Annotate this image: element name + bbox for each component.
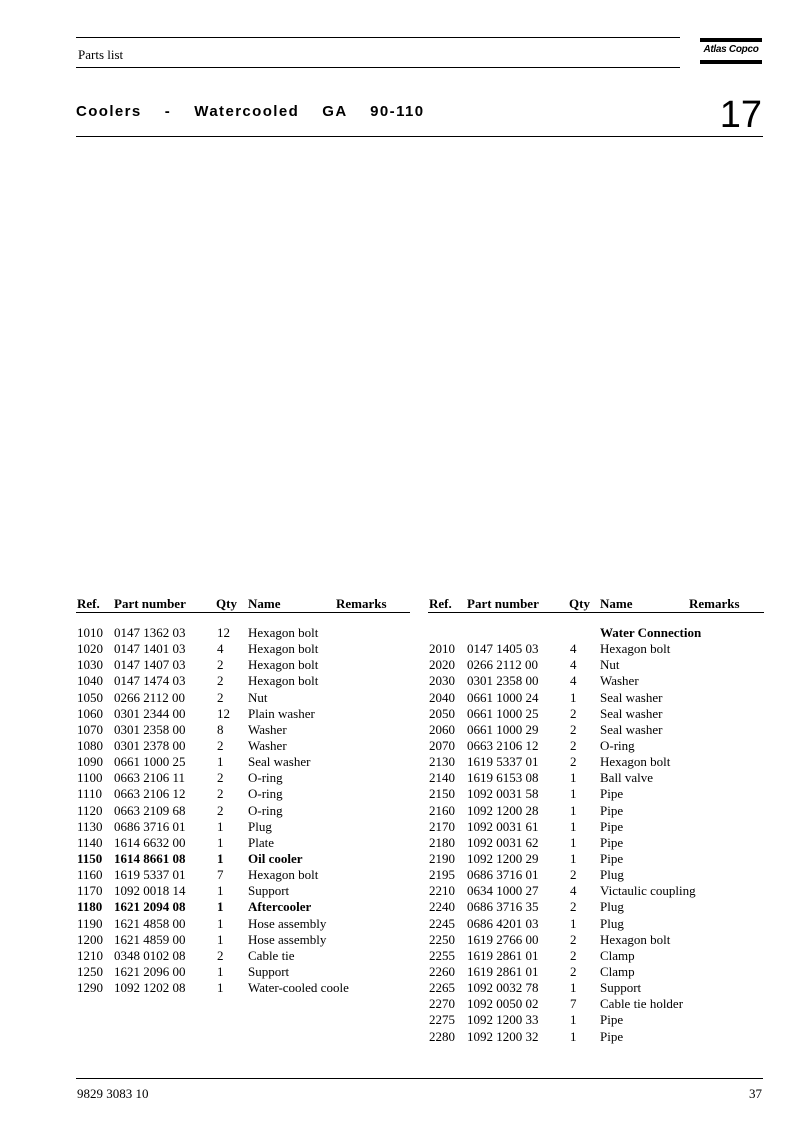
name-cell: Aftercooler xyxy=(248,899,312,915)
name-cell: Support xyxy=(600,980,642,996)
table-row xyxy=(77,916,397,932)
qty-cell: 1 xyxy=(570,980,577,996)
ref-cell: 2140 xyxy=(429,770,455,786)
left-col-name: Name xyxy=(248,596,281,611)
part-number-cell: 0266 2112 00 xyxy=(114,689,186,705)
table-row xyxy=(429,641,769,657)
right-col-ref: Ref. xyxy=(429,596,452,611)
name-cell: O-ring xyxy=(600,737,635,753)
qty-cell: 1 xyxy=(217,899,224,915)
right-col-part-number: Part number xyxy=(467,596,539,611)
name-cell: Plug xyxy=(600,899,624,915)
part-number-cell: 0686 3716 35 xyxy=(467,899,539,915)
qty-cell: 1 xyxy=(217,963,224,979)
qty-cell: 1 xyxy=(570,1028,577,1044)
part-number-cell: 1614 6632 00 xyxy=(114,834,186,850)
part-number-cell: 0634 1000 27 xyxy=(467,883,539,899)
table-row xyxy=(77,673,397,689)
part-number-cell: 1092 0031 62 xyxy=(467,834,539,850)
table-row xyxy=(77,948,397,964)
table-row xyxy=(429,916,769,932)
qty-cell: 1 xyxy=(217,915,224,931)
header-bottom-rule xyxy=(76,67,680,68)
right-col-name: Name xyxy=(600,596,633,611)
part-number-cell: 1092 0050 02 xyxy=(467,996,539,1012)
name-cell: Plug xyxy=(600,867,624,883)
name-cell: Hexagon bolt xyxy=(248,625,319,640)
table-row xyxy=(77,867,397,883)
name-cell: Hexagon bolt xyxy=(248,673,319,689)
table-row xyxy=(429,899,769,915)
ref-cell: 2240 xyxy=(429,899,455,915)
name-cell: Plug xyxy=(600,915,624,931)
qty-cell: 2 xyxy=(217,947,224,963)
ref-cell: 1210 xyxy=(77,947,103,963)
table-row xyxy=(429,851,769,867)
part-number-cell: 1092 0031 58 xyxy=(467,786,539,802)
ref-cell: 1040 xyxy=(77,673,103,689)
right-parts-table xyxy=(429,625,769,1045)
table-row xyxy=(77,641,397,657)
ref-cell: 1200 xyxy=(77,931,103,947)
ref-cell: 1080 xyxy=(77,737,103,753)
table-row xyxy=(429,803,769,819)
page-number: 37 xyxy=(749,1086,762,1101)
name-cell: Support xyxy=(248,883,290,899)
part-number-cell: 0348 0102 08 xyxy=(114,947,186,963)
name-cell: Seal washer xyxy=(248,754,311,770)
table-row xyxy=(429,883,769,899)
qty-cell: 1 xyxy=(217,850,224,866)
ref-cell: 2260 xyxy=(429,963,455,979)
part-number-cell: 0661 1000 29 xyxy=(467,721,539,737)
qty-cell: 1 xyxy=(570,1012,577,1028)
part-number-cell: 1092 1200 28 xyxy=(467,802,539,818)
left-col-part-number: Part number xyxy=(114,596,186,611)
part-number-cell: 0686 3716 01 xyxy=(467,867,539,883)
table-row xyxy=(77,625,397,641)
name-cell: Ball valve xyxy=(600,770,654,786)
table-row xyxy=(429,673,769,689)
ref-cell: 1120 xyxy=(77,802,103,818)
logo-top-bar xyxy=(700,38,762,42)
left-col-ref: Ref. xyxy=(77,596,100,611)
name-cell: Hexagon bolt xyxy=(248,641,319,657)
table-row xyxy=(429,932,769,948)
footer-rule xyxy=(76,1078,763,1079)
ref-cell: 2060 xyxy=(429,721,455,737)
table-row xyxy=(77,819,397,835)
ref-cell: 2250 xyxy=(429,931,455,947)
name-cell: Nut xyxy=(600,657,620,673)
name-cell: Plain washer xyxy=(248,705,315,721)
name-cell: Washer xyxy=(248,721,287,737)
name-cell: Pipe xyxy=(600,1028,624,1044)
table-row xyxy=(77,964,397,980)
qty-cell: 2 xyxy=(570,737,577,753)
logo-bottom-bar xyxy=(700,60,762,64)
ref-cell: 2070 xyxy=(429,737,455,753)
table-row xyxy=(77,932,397,948)
table-row xyxy=(429,835,769,851)
name-cell: Hexagon bolt xyxy=(600,931,671,947)
name-cell: O-ring xyxy=(248,802,283,818)
part-number-cell: 0661 1000 25 xyxy=(467,705,539,721)
qty-cell: 1 xyxy=(217,883,224,899)
table-row xyxy=(429,996,769,1012)
name-cell: Hexagon bolt xyxy=(600,754,671,770)
ref-cell: 2265 xyxy=(429,980,455,996)
part-number-cell: 1621 4859 00 xyxy=(114,931,186,947)
qty-cell: 2 xyxy=(570,867,577,883)
right-col-qty: Qty xyxy=(569,596,590,611)
name-cell: Pipe xyxy=(600,1012,624,1028)
qty-cell: 1 xyxy=(570,850,577,866)
part-number-cell: 0663 2109 68 xyxy=(114,802,186,818)
ref-cell: 2180 xyxy=(429,834,455,850)
part-number-cell: 0266 2112 00 xyxy=(467,657,539,673)
table-row xyxy=(429,690,769,706)
ref-cell: 2050 xyxy=(429,705,455,721)
name-cell: Cable tie holder xyxy=(600,996,684,1012)
ref-cell: 2270 xyxy=(429,996,455,1012)
part-number-cell: 1619 5337 01 xyxy=(114,867,186,883)
ref-cell: 1160 xyxy=(77,867,103,883)
name-cell: Seal washer xyxy=(600,689,663,705)
name-cell: Hexagon bolt xyxy=(248,867,319,883)
qty-cell: 2 xyxy=(217,657,224,673)
ref-cell: 2130 xyxy=(429,754,455,770)
table-row xyxy=(77,706,397,722)
part-number-cell: 1619 5337 01 xyxy=(467,754,539,770)
qty-cell: 1 xyxy=(217,818,224,834)
table-row xyxy=(429,738,769,754)
ref-cell: 1110 xyxy=(77,786,103,802)
table-row xyxy=(77,899,397,915)
table-row xyxy=(429,754,769,770)
ref-cell: 1100 xyxy=(77,770,103,786)
ref-cell: 1150 xyxy=(77,850,103,866)
ref-cell: 1030 xyxy=(77,657,103,673)
ref-cell: 2010 xyxy=(429,641,455,657)
part-number-cell: 0147 1474 03 xyxy=(114,673,186,689)
part-number-cell: 1092 1202 08 xyxy=(114,980,186,996)
table-row xyxy=(429,867,769,883)
table-row xyxy=(77,851,397,867)
part-number-cell: 0147 1407 03 xyxy=(114,657,186,673)
part-number-cell: 0147 1405 03 xyxy=(467,641,539,657)
qty-cell: 1 xyxy=(570,786,577,802)
ref-cell: 2020 xyxy=(429,657,455,673)
ref-cell: 1180 xyxy=(77,899,103,915)
qty-cell: 1 xyxy=(217,931,224,947)
table-row xyxy=(429,819,769,835)
name-cell: Pipe xyxy=(600,834,624,850)
name-cell: O-ring xyxy=(248,770,283,786)
section-label: Parts list xyxy=(78,47,124,62)
qty-cell: 1 xyxy=(570,802,577,818)
table-row xyxy=(77,770,397,786)
part-number-cell: 1621 4858 00 xyxy=(114,915,186,931)
table-row xyxy=(77,980,397,996)
part-number-cell: 0301 2358 00 xyxy=(467,673,539,689)
ref-cell: 1010 xyxy=(77,625,103,640)
qty-cell: 12 xyxy=(217,705,230,721)
qty-cell: 2 xyxy=(217,786,224,802)
part-number-cell: 0663 2106 11 xyxy=(114,770,186,786)
table-row xyxy=(429,706,769,722)
part-number-cell: 1092 1200 33 xyxy=(467,1012,539,1028)
title-rule xyxy=(76,136,763,137)
table-row xyxy=(77,786,397,802)
table-row xyxy=(429,625,769,641)
name-cell: O-ring xyxy=(248,786,283,802)
ref-cell: 1050 xyxy=(77,689,103,705)
ref-cell: 1190 xyxy=(77,915,103,931)
qty-cell: 4 xyxy=(570,657,577,673)
table-row xyxy=(429,980,769,996)
right-col-remarks: Remarks xyxy=(689,596,740,611)
right-header-rule xyxy=(428,612,764,613)
part-number-cell: 0686 3716 01 xyxy=(114,818,186,834)
ref-cell: 2255 xyxy=(429,947,455,963)
part-number-cell: 1092 0031 61 xyxy=(467,818,539,834)
part-number-cell: 0663 2106 12 xyxy=(467,737,539,753)
name-cell: Seal washer xyxy=(600,705,663,721)
name-cell: Plate xyxy=(248,834,274,850)
page-title: Coolers - Watercooled GA 90-110 xyxy=(76,103,425,120)
name-cell: Cable tie xyxy=(248,947,295,963)
table-row xyxy=(429,722,769,738)
name-cell: Washer xyxy=(248,737,287,753)
name-cell: Clamp xyxy=(600,947,635,963)
ref-cell: 2040 xyxy=(429,689,455,705)
left-col-remarks: Remarks xyxy=(336,596,387,611)
qty-cell: 1 xyxy=(217,834,224,850)
table-row xyxy=(429,1012,769,1028)
ref-cell: 1140 xyxy=(77,834,103,850)
chapter-number: 17 xyxy=(719,94,762,136)
table-row xyxy=(77,883,397,899)
ref-cell: 2160 xyxy=(429,802,455,818)
qty-cell: 7 xyxy=(217,867,224,883)
ref-cell: 2210 xyxy=(429,883,455,899)
part-number-cell: 1614 8661 08 xyxy=(114,850,186,866)
part-number-cell: 0663 2106 12 xyxy=(114,786,186,802)
qty-cell: 8 xyxy=(217,721,224,737)
qty-cell: 2 xyxy=(570,931,577,947)
table-row xyxy=(77,754,397,770)
ref-cell: 1250 xyxy=(77,963,103,979)
ref-cell: 2170 xyxy=(429,818,455,834)
part-number-cell: 1619 2861 01 xyxy=(467,963,539,979)
name-cell: Clamp xyxy=(600,963,635,979)
table-row xyxy=(429,770,769,786)
logo-text: Atlas Copco xyxy=(703,44,759,55)
table-row xyxy=(429,948,769,964)
qty-cell: 2 xyxy=(217,802,224,818)
ref-cell: 1290 xyxy=(77,980,103,996)
qty-cell: 2 xyxy=(217,689,224,705)
qty-cell: 2 xyxy=(570,947,577,963)
qty-cell: 4 xyxy=(570,673,577,689)
header-top-rule xyxy=(76,37,680,38)
part-number-cell: 1621 2096 00 xyxy=(114,963,186,979)
name-cell: Hexagon bolt xyxy=(600,641,671,657)
name-cell: Hexagon bolt xyxy=(248,657,319,673)
table-row xyxy=(429,786,769,802)
qty-cell: 1 xyxy=(217,980,224,996)
ref-cell: 1020 xyxy=(77,641,103,657)
qty-cell: 2 xyxy=(570,963,577,979)
qty-cell: 1 xyxy=(570,818,577,834)
left-col-qty: Qty xyxy=(216,596,237,611)
table-row xyxy=(77,738,397,754)
part-number-cell: 1092 0018 14 xyxy=(114,883,186,899)
part-number-cell: 1619 6153 08 xyxy=(467,770,539,786)
qty-cell: 1 xyxy=(217,754,224,770)
ref-cell: 2150 xyxy=(429,786,455,802)
name-cell: Oil cooler xyxy=(248,850,303,866)
table-row xyxy=(77,657,397,673)
name-cell: Seal washer xyxy=(600,721,663,737)
table-row xyxy=(429,1029,769,1045)
ref-cell: 2195 xyxy=(429,867,455,883)
atlas-copco-logo xyxy=(700,38,762,66)
table-row xyxy=(77,803,397,819)
ref-cell: 1090 xyxy=(77,754,103,770)
table-row xyxy=(77,835,397,851)
name-cell: Pipe xyxy=(600,802,624,818)
name-cell: Victaulic coupling xyxy=(600,883,696,899)
part-number-cell: 1621 2094 08 xyxy=(114,899,186,915)
ref-cell: 2245 xyxy=(429,915,455,931)
part-number-cell: 1092 1200 32 xyxy=(467,1028,539,1044)
ref-cell: 2190 xyxy=(429,850,455,866)
table-row xyxy=(429,657,769,673)
qty-cell: 2 xyxy=(570,899,577,915)
qty-cell: 4 xyxy=(217,641,224,657)
qty-cell: 2 xyxy=(570,721,577,737)
name-cell: Hose assembly xyxy=(248,915,327,931)
qty-cell: 7 xyxy=(570,996,577,1012)
ref-cell: 2030 xyxy=(429,673,455,689)
name-cell: Pipe xyxy=(600,850,624,866)
part-number-cell: 0686 4201 03 xyxy=(467,915,539,931)
qty-cell: 4 xyxy=(570,641,577,657)
ref-cell: 1070 xyxy=(77,721,103,737)
qty-cell: 1 xyxy=(570,915,577,931)
document-number: 9829 3083 10 xyxy=(77,1086,149,1101)
ref-cell: 2275 xyxy=(429,1012,455,1028)
part-number-cell: 1092 1200 29 xyxy=(467,850,539,866)
part-number-cell: 0301 2344 00 xyxy=(114,705,186,721)
name-cell: Nut xyxy=(248,689,268,705)
ref-cell: 1060 xyxy=(77,705,103,721)
name-cell: Pipe xyxy=(600,786,624,802)
name-cell: Water Connection xyxy=(600,625,702,640)
table-row xyxy=(77,722,397,738)
qty-cell: 2 xyxy=(217,770,224,786)
part-number-cell: 0301 2358 00 xyxy=(114,721,186,737)
qty-cell: 1 xyxy=(570,770,577,786)
name-cell: Washer xyxy=(600,673,639,689)
part-number-cell: 0661 1000 24 xyxy=(467,689,539,705)
qty-cell: 1 xyxy=(570,834,577,850)
left-header-rule xyxy=(76,612,410,613)
name-cell: Plug xyxy=(248,818,272,834)
qty-cell: 2 xyxy=(570,705,577,721)
part-number-cell: 1092 0032 78 xyxy=(467,980,539,996)
qty-cell: 1 xyxy=(570,689,577,705)
part-number-cell: 0301 2378 00 xyxy=(114,737,186,753)
part-number-cell: 0147 1362 03 xyxy=(114,625,186,640)
left-parts-table xyxy=(77,625,397,996)
part-number-cell: 1619 2766 00 xyxy=(467,931,539,947)
qty-cell: 2 xyxy=(217,737,224,753)
table-row xyxy=(77,690,397,706)
part-number-cell: 0147 1401 03 xyxy=(114,641,186,657)
part-number-cell: 1619 2861 01 xyxy=(467,947,539,963)
name-cell: Pipe xyxy=(600,818,624,834)
name-cell: Hose assembly xyxy=(248,931,327,947)
qty-cell: 2 xyxy=(217,673,224,689)
qty-cell: 4 xyxy=(570,883,577,899)
name-cell: Water-cooled coole xyxy=(248,980,349,996)
ref-cell: 1130 xyxy=(77,818,103,834)
name-cell: Support xyxy=(248,963,290,979)
ref-cell: 2280 xyxy=(429,1028,455,1044)
table-row xyxy=(429,964,769,980)
part-number-cell: 0661 1000 25 xyxy=(114,754,186,770)
ref-cell: 1170 xyxy=(77,883,103,899)
qty-cell: 2 xyxy=(570,754,577,770)
qty-cell: 12 xyxy=(217,625,230,640)
